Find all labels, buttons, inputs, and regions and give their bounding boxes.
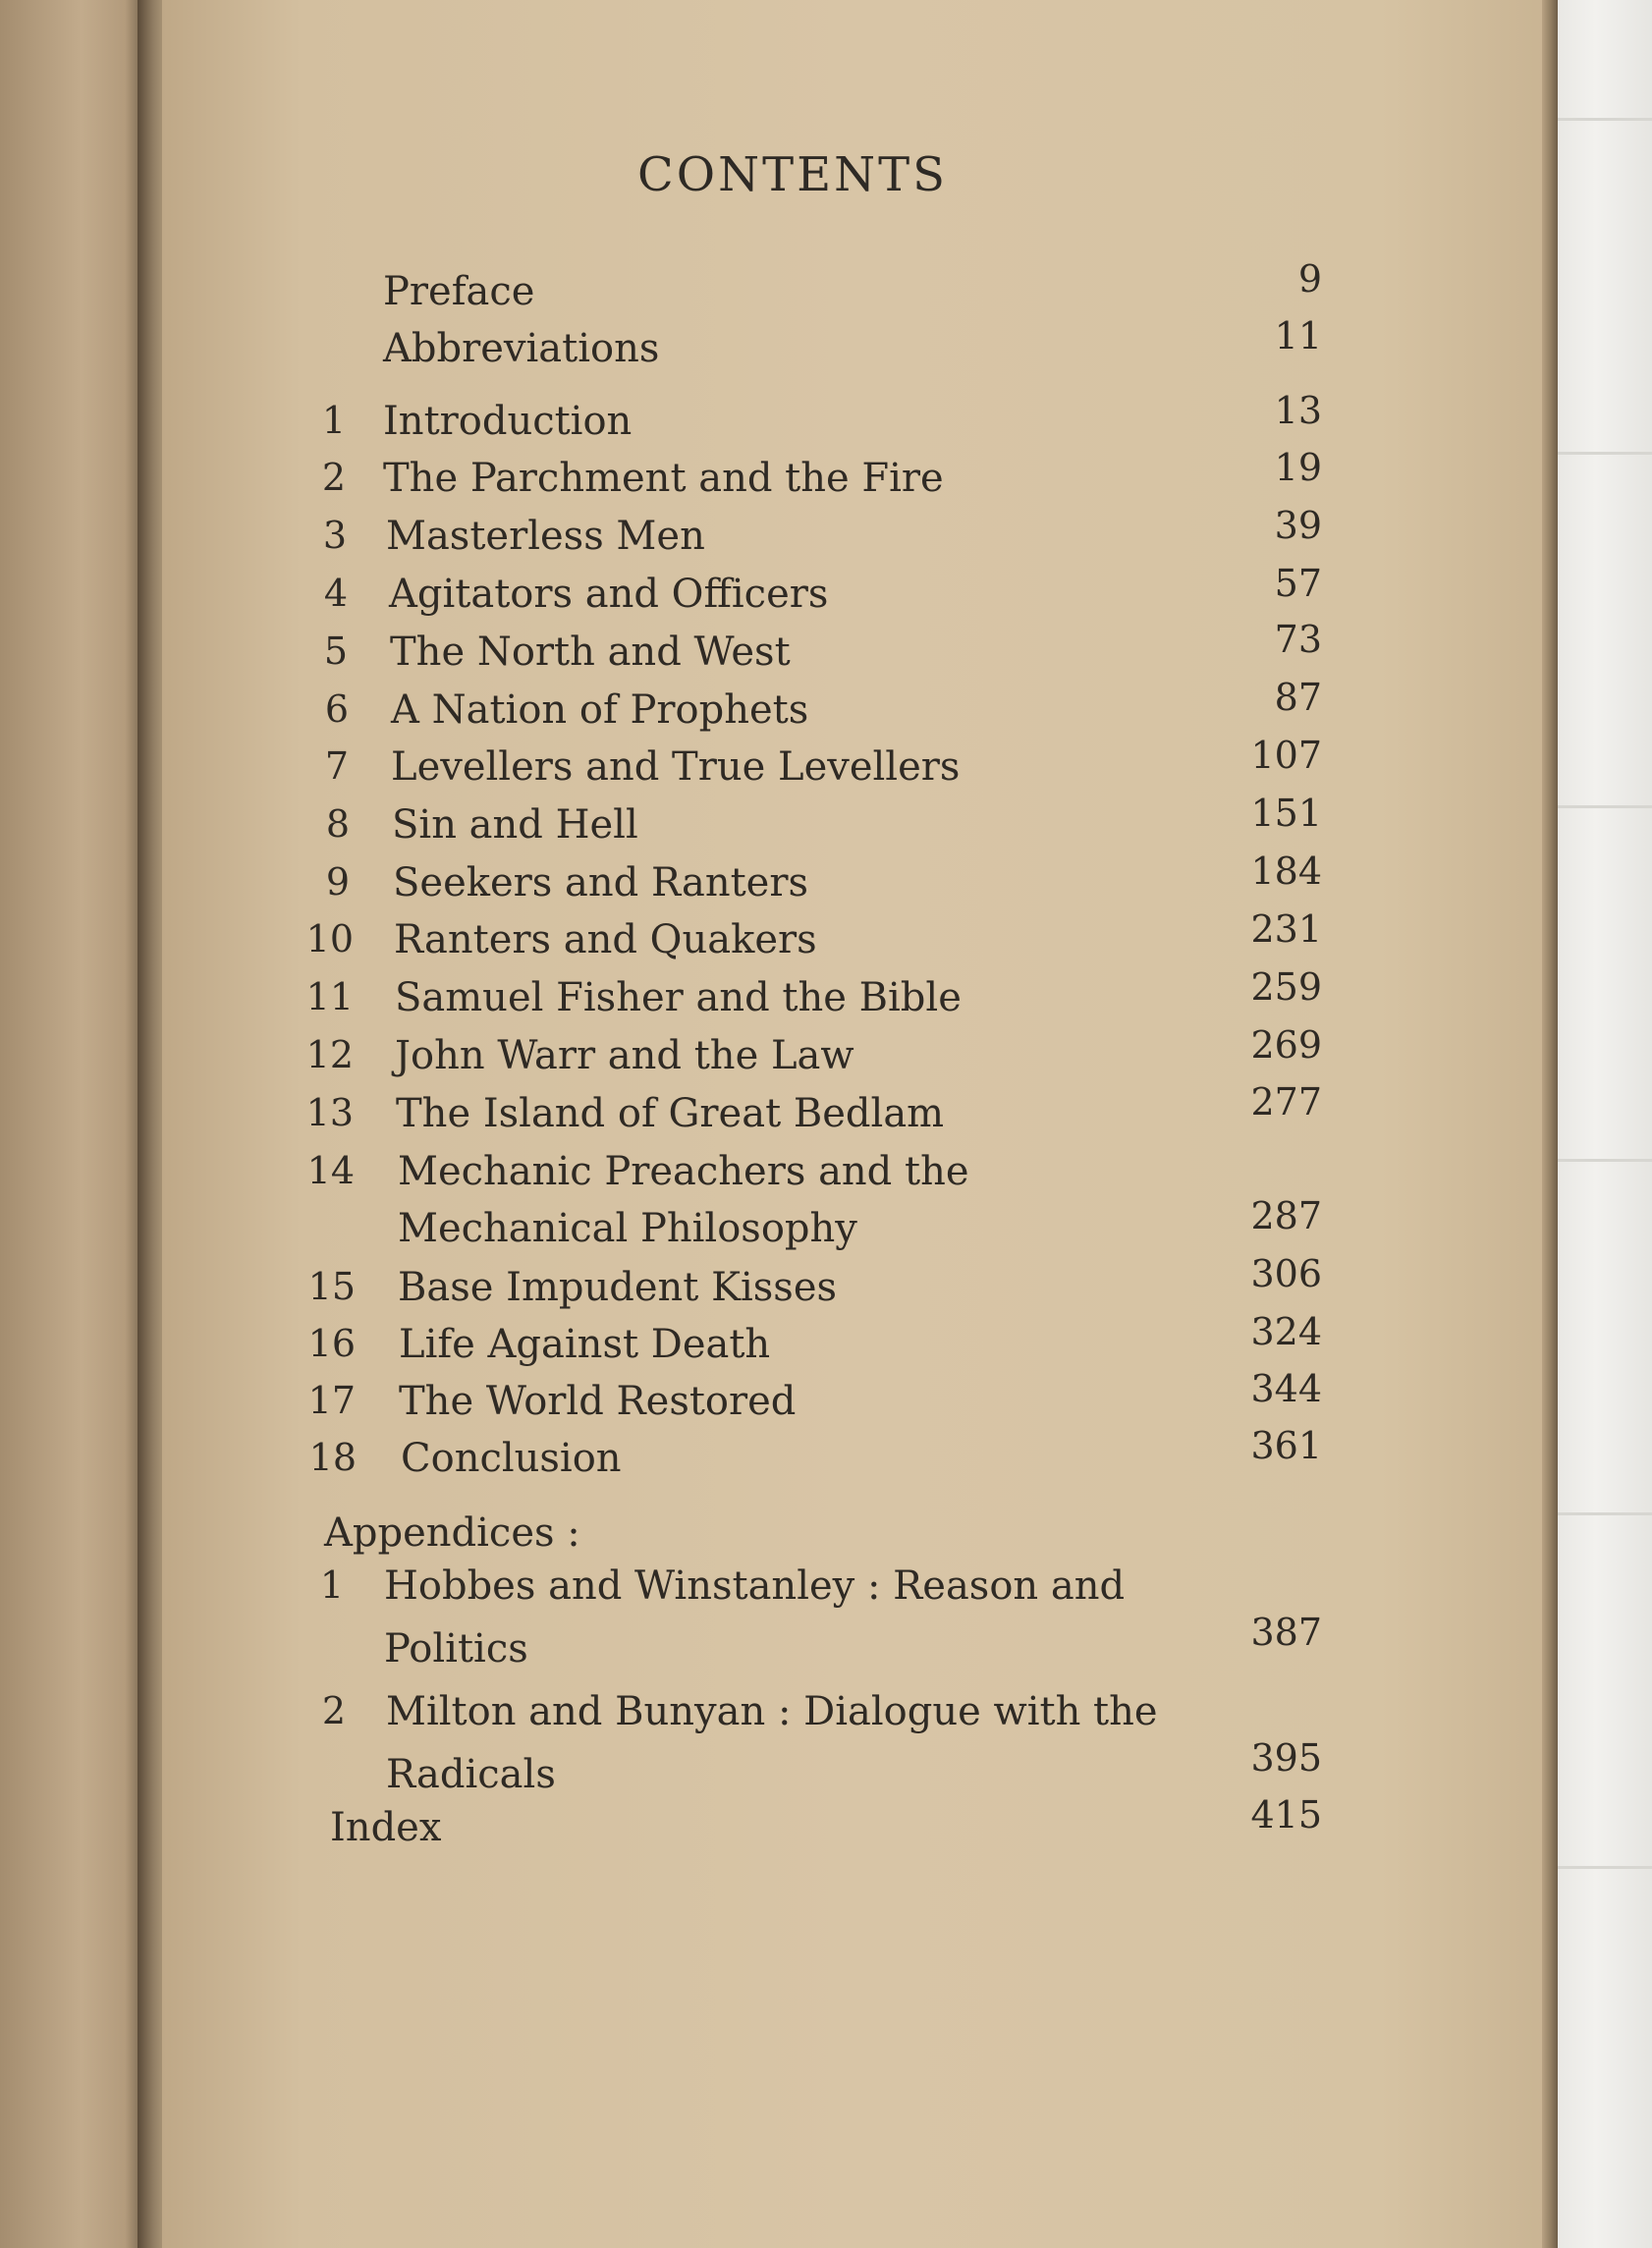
- toc-page-chapter-7: 107: [1250, 734, 1322, 777]
- toc-page-chapter-13: 277: [1250, 1080, 1322, 1124]
- chapter-title: Levellers and True Levellers: [391, 744, 961, 790]
- chapter-title: A Nation of Prophets: [391, 687, 809, 733]
- chapter-number: 4: [323, 572, 348, 615]
- chapter-number: 2: [321, 456, 346, 499]
- toc-page-chapter-5: 73: [1274, 618, 1322, 661]
- toc-page-chapter-18: 361: [1250, 1424, 1322, 1467]
- toc-page-chapter-14: 287: [1250, 1194, 1322, 1237]
- toc-page-chapter-15: 306: [1250, 1252, 1322, 1295]
- chapter-title: Masterless Men: [386, 514, 705, 559]
- chapter-number: 7: [324, 744, 349, 788]
- toc-item-abbreviations: Abbreviations: [383, 326, 660, 371]
- appendix-number: 1: [319, 1563, 344, 1607]
- toc-page-chapter-1: 13: [1274, 389, 1322, 432]
- toc-item-index: Index: [330, 1805, 442, 1850]
- chapter-number: 15: [307, 1265, 356, 1308]
- chapter-title: Life Against Death: [399, 1322, 771, 1367]
- appendix-title-line1: Hobbes and Winstanley : Reason and: [384, 1563, 1126, 1609]
- toc-page-chapter-10: 231: [1250, 907, 1322, 951]
- chapter-title: Introduction: [383, 399, 633, 444]
- appendix-title-line2: Radicals: [386, 1752, 556, 1797]
- toc-page-chapter-6: 87: [1274, 676, 1322, 719]
- chapter-number: 16: [307, 1322, 356, 1365]
- chapter-number: 3: [322, 514, 347, 557]
- toc-page-appendix-1: 387: [1250, 1611, 1322, 1654]
- toc-page-index: 415: [1250, 1793, 1322, 1837]
- chapter-title: Agitators and Officers: [389, 572, 829, 617]
- chapter-title: Ranters and Quakers: [394, 917, 817, 962]
- toc-page-chapter-12: 269: [1250, 1023, 1322, 1067]
- chapter-number: 14: [306, 1149, 355, 1192]
- page-edge: [1542, 0, 1558, 2248]
- chapter-number: 1: [321, 399, 346, 442]
- left-page-edge: [0, 0, 147, 2248]
- chapter-title-line2: Mechanical Philosophy: [398, 1206, 857, 1251]
- chapter-title-line1: Mechanic Preachers and the: [398, 1149, 969, 1194]
- chapter-number: 10: [305, 917, 354, 960]
- toc-item-preface: Preface: [383, 269, 535, 314]
- chapter-title: The Parchment and the Fire: [383, 456, 944, 501]
- appendix-number: 2: [321, 1689, 346, 1732]
- chapter-number: 12: [305, 1033, 354, 1076]
- toc-page-chapter-16: 324: [1250, 1310, 1322, 1353]
- toc-page-chapter-11: 259: [1250, 965, 1322, 1009]
- toc-page-chapter-2: 19: [1274, 446, 1322, 489]
- chapter-number: 8: [325, 802, 350, 846]
- appendix-title-line2: Politics: [384, 1626, 528, 1672]
- chapter-number: 9: [325, 860, 350, 904]
- toc-page-chapter-4: 57: [1274, 562, 1322, 605]
- chapter-number: 11: [305, 975, 354, 1018]
- appendix-title-line1: Milton and Bunyan : Dialogue with the: [386, 1689, 1158, 1734]
- chapter-number: 6: [324, 687, 349, 731]
- chapter-title: Conclusion: [401, 1436, 622, 1481]
- page-title: CONTENTS: [636, 147, 949, 202]
- toc-page-appendix-2: 395: [1250, 1736, 1322, 1780]
- toc-page-chapter-3: 39: [1274, 504, 1322, 547]
- chapter-title: Sin and Hell: [392, 802, 638, 848]
- chapter-title: Base Impudent Kisses: [398, 1265, 838, 1310]
- chapter-number: 5: [323, 630, 348, 673]
- chapter-number: 13: [305, 1091, 354, 1134]
- chapter-title: Seekers and Ranters: [393, 860, 808, 905]
- toc-page-chapter-17: 344: [1250, 1367, 1322, 1410]
- background-surface: [1558, 0, 1652, 2248]
- chapter-title: John Warr and the Law: [395, 1033, 854, 1078]
- chapter-number: 17: [307, 1379, 356, 1422]
- toc-page-chapter-8: 151: [1250, 792, 1322, 835]
- chapter-title: The Island of Great Bedlam: [396, 1091, 945, 1136]
- chapter-title: The North and West: [390, 630, 791, 675]
- chapter-title: Samuel Fisher and the Bible: [395, 975, 962, 1020]
- toc-page-abbreviations: 11: [1274, 314, 1322, 357]
- toc-page-chapter-9: 184: [1250, 850, 1322, 893]
- appendices-heading: Appendices :: [324, 1510, 580, 1556]
- toc-page-preface: 9: [1297, 257, 1322, 301]
- chapter-title: The World Restored: [399, 1379, 797, 1424]
- chapter-number: 18: [308, 1436, 357, 1479]
